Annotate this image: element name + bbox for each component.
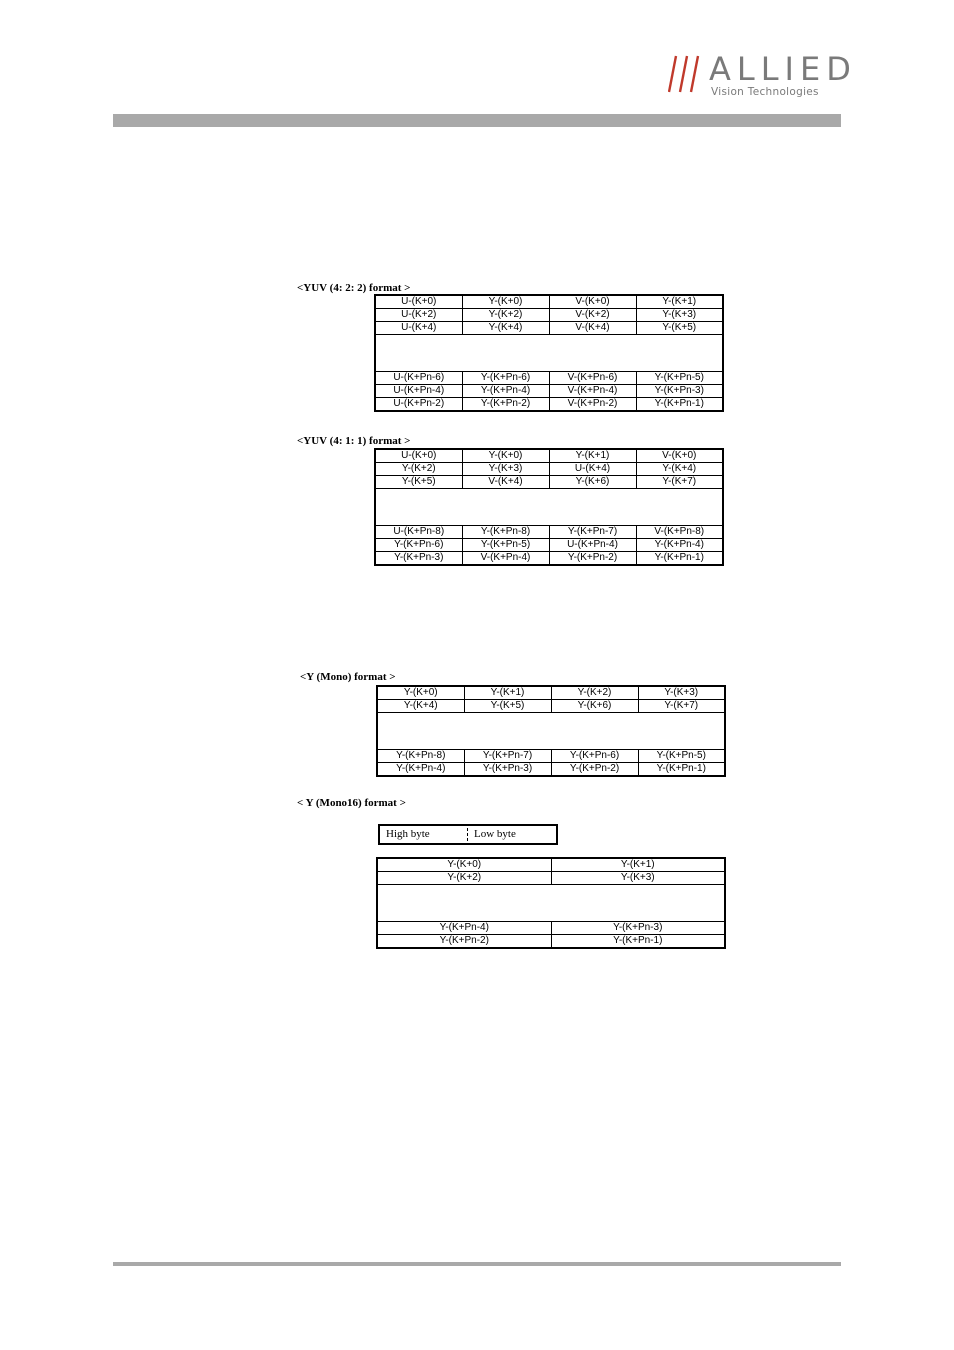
- table-cell: U-(K+Pn-4): [375, 385, 462, 398]
- table-gap-cell: [377, 885, 725, 922]
- yuv411-table: [374, 448, 724, 566]
- mono-table: [376, 685, 726, 777]
- table-gap-row: [375, 335, 723, 372]
- table-cell: Y-(K+3): [551, 872, 725, 885]
- table-row: [375, 539, 723, 552]
- table-cell: Y-(K+0): [377, 858, 551, 872]
- yuv422-caption: <YUV (4: 2: 2) format >: [297, 282, 411, 294]
- table-cell: V-(K+Pn-6): [549, 372, 636, 385]
- table-cell: Y-(K+2): [377, 872, 551, 885]
- table-row: [375, 449, 723, 463]
- table-cell: Y-(K+Pn-7): [549, 526, 636, 539]
- table-row: [375, 526, 723, 539]
- table-cell: Y-(K+Pn-3): [375, 552, 462, 566]
- table-row: [377, 686, 725, 700]
- table-cell: Y-(K+Pn-8): [377, 750, 464, 763]
- table-cell: Y-(K+Pn-6): [551, 750, 638, 763]
- table-cell: Y-(K+2): [551, 686, 638, 700]
- allied-logo: [668, 50, 857, 100]
- table-cell: U-(K+Pn-2): [375, 398, 462, 412]
- table-cell: Y-(K+Pn-7): [464, 750, 551, 763]
- table-cell: Y-(K+3): [636, 309, 723, 322]
- header-divider: [113, 114, 841, 127]
- table-cell: V-(K+Pn-2): [549, 398, 636, 412]
- table-row: [377, 935, 725, 949]
- table-cell: Y-(K+Pn-2): [551, 763, 638, 777]
- table-cell: Y-(K+1): [551, 858, 725, 872]
- table-cell: U-(K+4): [549, 463, 636, 476]
- table-cell: Y-(K+4): [377, 700, 464, 713]
- table-cell: Y-(K+0): [462, 295, 549, 309]
- table-cell: U-(K+2): [375, 309, 462, 322]
- table-gap-row: [375, 489, 723, 526]
- table-cell: Y-(K+Pn-5): [636, 372, 723, 385]
- table-row: [375, 385, 723, 398]
- table-cell: Y-(K+1): [549, 449, 636, 463]
- table-row: [375, 309, 723, 322]
- table-cell: Y-(K+Pn-2): [549, 552, 636, 566]
- yuv411-caption: <YUV (4: 1: 1) format >: [297, 435, 411, 447]
- table-cell: U-(K+Pn-4): [549, 539, 636, 552]
- table-cell: Y-(K+7): [638, 700, 725, 713]
- table-cell: Y-(K+Pn-6): [462, 372, 549, 385]
- table-cell: Y-(K+4): [636, 463, 723, 476]
- table-cell: Y-(K+Pn-4): [377, 922, 551, 935]
- table-cell: Y-(K+Pn-8): [462, 526, 549, 539]
- table-cell: Y-(K+Pn-4): [377, 763, 464, 777]
- table-cell: Y-(K+1): [636, 295, 723, 309]
- table-cell: V-(K+4): [462, 476, 549, 489]
- table-cell: Y-(K+4): [462, 322, 549, 335]
- table-cell: Y-(K+2): [462, 309, 549, 322]
- table-cell: Y-(K+5): [636, 322, 723, 335]
- table-cell: U-(K+Pn-8): [375, 526, 462, 539]
- byte-separator: [467, 828, 468, 841]
- table-cell: U-(K+0): [375, 449, 462, 463]
- table-cell: V-(K+Pn-8): [636, 526, 723, 539]
- table-cell: Y-(K+6): [551, 700, 638, 713]
- table-row: [377, 700, 725, 713]
- mono16-table: [376, 857, 726, 949]
- table-cell: Y-(K+0): [377, 686, 464, 700]
- table-cell: Y-(K+2): [375, 463, 462, 476]
- table-gap-row: [377, 713, 725, 750]
- mono-caption: <Y (Mono) format >: [300, 671, 396, 683]
- table-row: [377, 750, 725, 763]
- table-row: [375, 372, 723, 385]
- table-cell: Y-(K+3): [462, 463, 549, 476]
- table-cell: Y-(K+0): [462, 449, 549, 463]
- table-cell: V-(K+0): [636, 449, 723, 463]
- table-cell: Y-(K+Pn-1): [551, 935, 725, 949]
- logo-slashes-icon: [668, 52, 708, 96]
- table-row: [377, 763, 725, 777]
- table-cell: Y-(K+3): [638, 686, 725, 700]
- table-cell: Y-(K+Pn-3): [464, 763, 551, 777]
- table-row: [375, 476, 723, 489]
- table-row: [375, 322, 723, 335]
- table-cell: Y-(K+7): [636, 476, 723, 489]
- yuv422-table: [374, 294, 724, 412]
- mono16-caption: < Y (Mono16) format >: [297, 797, 406, 809]
- footer-divider: [113, 1262, 841, 1266]
- table-cell: Y-(K+Pn-1): [636, 552, 723, 566]
- table-row: [375, 552, 723, 566]
- table-row: [377, 922, 725, 935]
- table-cell: Y-(K+Pn-3): [551, 922, 725, 935]
- table-cell: Y-(K+Pn-6): [375, 539, 462, 552]
- table-row: [377, 872, 725, 885]
- table-gap-cell: [377, 713, 725, 750]
- table-cell: Y-(K+Pn-4): [462, 385, 549, 398]
- table-cell: V-(K+2): [549, 309, 636, 322]
- table-cell: Y-(K+Pn-2): [462, 398, 549, 412]
- table-cell: Y-(K+Pn-4): [636, 539, 723, 552]
- table-cell: V-(K+0): [549, 295, 636, 309]
- table-cell: Y-(K+5): [464, 700, 551, 713]
- logo-brand-text: ALLIED: [709, 50, 857, 88]
- table-row: [375, 398, 723, 412]
- byte-order-box: [378, 824, 558, 845]
- table-cell: U-(K+Pn-6): [375, 372, 462, 385]
- table-row: [375, 295, 723, 309]
- logo-subtext: Vision Technologies: [711, 86, 819, 98]
- table-cell: Y-(K+Pn-5): [638, 750, 725, 763]
- table-cell: V-(K+4): [549, 322, 636, 335]
- table-gap-row: [377, 885, 725, 922]
- high-byte-label: High byte: [386, 828, 430, 840]
- table-cell: U-(K+0): [375, 295, 462, 309]
- table-cell: V-(K+Pn-4): [549, 385, 636, 398]
- table-gap-cell: [375, 335, 723, 372]
- table-row: [377, 858, 725, 872]
- table-cell: Y-(K+6): [549, 476, 636, 489]
- table-cell: Y-(K+5): [375, 476, 462, 489]
- table-row: [375, 463, 723, 476]
- table-gap-cell: [375, 489, 723, 526]
- table-cell: V-(K+Pn-4): [462, 552, 549, 566]
- table-cell: Y-(K+Pn-5): [462, 539, 549, 552]
- low-byte-label: Low byte: [474, 828, 516, 840]
- table-cell: Y-(K+Pn-1): [638, 763, 725, 777]
- table-cell: Y-(K+Pn-3): [636, 385, 723, 398]
- table-cell: Y-(K+1): [464, 686, 551, 700]
- table-cell: U-(K+4): [375, 322, 462, 335]
- table-cell: Y-(K+Pn-2): [377, 935, 551, 949]
- table-cell: Y-(K+Pn-1): [636, 398, 723, 412]
